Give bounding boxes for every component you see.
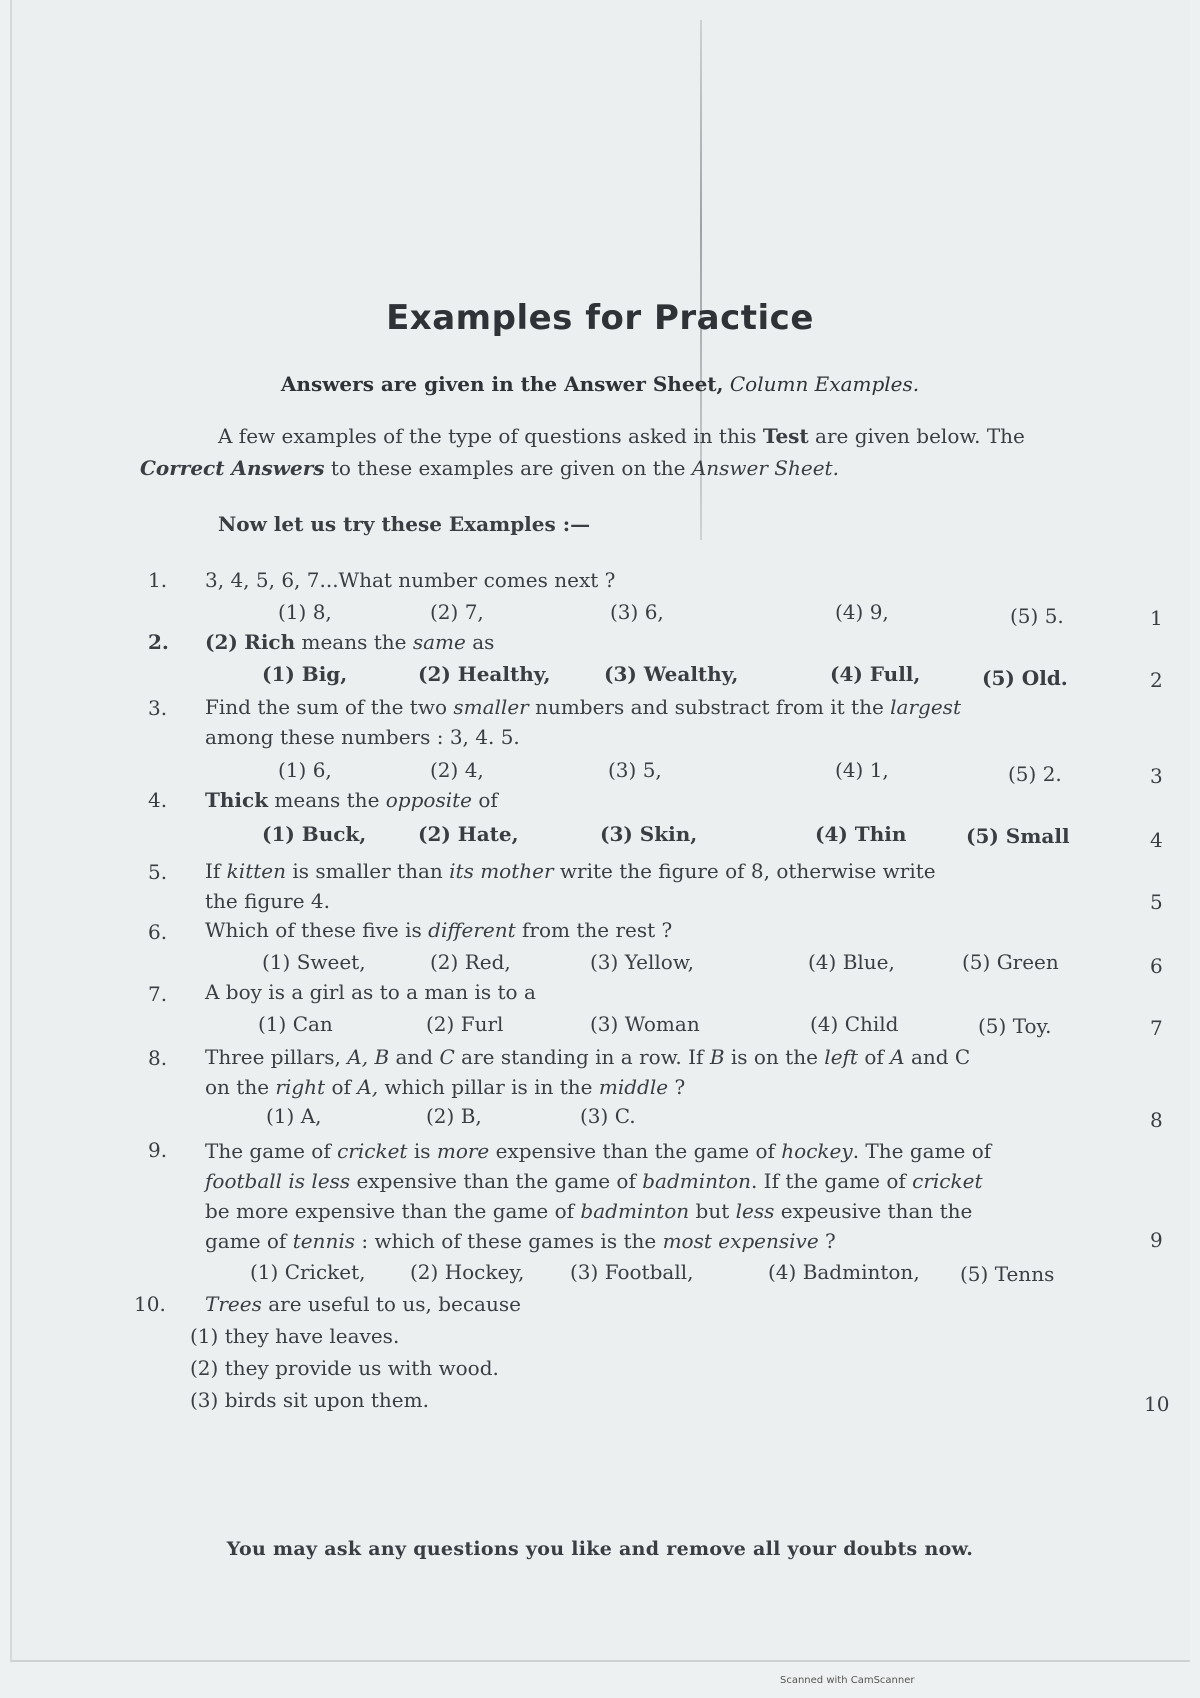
q8-line1-g: is on the xyxy=(730,1045,818,1069)
q8-line1-h: left xyxy=(824,1045,858,1069)
option: (2) 4, xyxy=(430,758,484,782)
question-mark-number: 8 xyxy=(1150,1108,1163,1132)
option: (3) 6, xyxy=(610,600,664,624)
option: (5) Green xyxy=(962,950,1059,974)
option: (2) 7, xyxy=(430,600,484,624)
question-number: 4. xyxy=(148,788,168,812)
q10-emphasis: Trees xyxy=(205,1292,262,1316)
question-text xyxy=(205,630,494,654)
question-text xyxy=(205,1042,970,1102)
question-number: 9. xyxy=(148,1138,168,1162)
q10-text: are useful to us, because xyxy=(268,1292,521,1316)
intro-answer-sheet: Answer Sheet. xyxy=(691,456,839,480)
option: (5) 2. xyxy=(1008,762,1062,786)
option: (1) Buck, xyxy=(262,822,367,846)
q5-line1-b: kitten xyxy=(226,859,286,883)
q9-line3-b: badminton xyxy=(580,1199,690,1223)
option: (3) Football, xyxy=(570,1260,694,1284)
question-mark-number: 2 xyxy=(1150,668,1163,692)
q8-line2-b: right xyxy=(275,1075,326,1099)
q2-emphasis: same xyxy=(412,630,466,654)
question-mark-number: 4 xyxy=(1150,828,1163,852)
question-mark-number: 1 xyxy=(1150,606,1163,630)
question-text xyxy=(205,1292,521,1316)
question-text: 3, 4, 5, 6, 7...What number comes next ? xyxy=(205,568,616,592)
question-text xyxy=(205,918,672,942)
q9-line3-c: but xyxy=(695,1199,730,1223)
footer-note: You may ask any questions you like and remove all your doubts now. xyxy=(226,1538,974,1560)
q8-line1-i: of xyxy=(864,1045,884,1069)
q8-line2-d: A, xyxy=(357,1075,379,1099)
option: (1) Big, xyxy=(262,662,348,686)
q8-line1-j: A xyxy=(890,1045,905,1069)
question-text xyxy=(205,788,498,812)
question-number: 6. xyxy=(148,920,168,944)
q9-line3-a: be more expensive than the game of xyxy=(205,1199,575,1223)
option: (5) Small xyxy=(966,824,1070,848)
q9-line2-d: . If the game of xyxy=(750,1169,906,1193)
q5-line1-a: If xyxy=(205,859,221,883)
q8-line1-b: A, B xyxy=(347,1045,390,1069)
option: (2) Healthy, xyxy=(418,662,551,686)
q8-line2-g: ? xyxy=(674,1075,686,1099)
q9-line4-d: most expensive xyxy=(662,1229,819,1253)
intro-part3: to these examples are given on the xyxy=(330,456,686,480)
option: (4) Blue, xyxy=(808,950,895,974)
option: (4) 1, xyxy=(835,758,889,782)
sub-option: (1) they have leaves. xyxy=(190,1324,400,1348)
sub-option: (2) they provide us with wood. xyxy=(190,1356,499,1380)
q9-line2-e: cricket xyxy=(912,1169,983,1193)
question-text xyxy=(205,856,1065,916)
question-number: 3. xyxy=(148,696,168,720)
question-number: 2. xyxy=(148,630,169,654)
q9-line1-b: cricket xyxy=(337,1139,408,1163)
subtitle xyxy=(0,372,1200,396)
q9-line4-e: ? xyxy=(825,1229,836,1253)
question-mark-number: 7 xyxy=(1150,1016,1163,1040)
option: (2) Hockey, xyxy=(410,1260,525,1284)
q5-line2: the figure 4. xyxy=(205,889,330,913)
intro-test-word: Test xyxy=(762,424,809,448)
q9-line1-a: The game of xyxy=(205,1139,331,1163)
q6-emphasis: different xyxy=(428,918,516,942)
subtitle-italic: Column Examples. xyxy=(729,372,920,396)
q6-text: Which of these five is xyxy=(205,918,422,942)
q8-line1-c: and xyxy=(395,1045,434,1069)
option: (1) 6, xyxy=(278,758,332,782)
option: (3) Woman xyxy=(590,1012,700,1036)
q9-line3-d: less xyxy=(735,1199,775,1223)
option: (4) 9, xyxy=(835,600,889,624)
option: (4) Thin xyxy=(815,822,907,846)
q8-line1-d: C xyxy=(439,1045,455,1069)
question-mark-number: 3 xyxy=(1150,764,1163,788)
question-text: A boy is a girl as to a man is to a xyxy=(205,980,536,1004)
option: (5) 5. xyxy=(1010,604,1064,628)
q2-text: means the xyxy=(301,630,407,654)
question-text xyxy=(205,1136,991,1256)
q8-line2-f: middle xyxy=(598,1075,669,1099)
option: (3) Yellow, xyxy=(590,950,694,974)
q8-line2-c: of xyxy=(331,1075,351,1099)
question-mark-number: 10 xyxy=(1144,1392,1170,1416)
q3-line1-a: Find the sum of the two xyxy=(205,695,448,719)
q9-line1-g: . The game of xyxy=(852,1139,992,1163)
option: (1) A, xyxy=(266,1104,322,1128)
option: (1) Cricket, xyxy=(250,1260,366,1284)
q9-line1-f: hockey xyxy=(781,1139,853,1163)
q8-line1-f: B xyxy=(709,1045,725,1069)
intro-paragraph xyxy=(140,420,1190,484)
q5-line1-d: its mother xyxy=(449,859,554,883)
q2-text-end: as xyxy=(472,630,495,654)
option: (3) C. xyxy=(580,1104,636,1128)
q3-line1-b: smaller xyxy=(453,695,529,719)
option: (4) Full, xyxy=(830,662,921,686)
q6-text-end: from the rest ? xyxy=(522,918,673,942)
q9-line2-b: expensive than the game of xyxy=(356,1169,636,1193)
q4-text: means the xyxy=(274,788,380,812)
option: (2) B, xyxy=(426,1104,482,1128)
q3-line1-d: largest xyxy=(890,695,961,719)
q9-line1-e: expensive than the game of xyxy=(495,1139,775,1163)
q8-line2-e: which pillar is in the xyxy=(384,1075,593,1099)
option: (4) Child xyxy=(810,1012,899,1036)
q3-line1-c: numbers and substract from it the xyxy=(535,695,884,719)
q9-line1-d: more xyxy=(436,1139,490,1163)
q9-line1-c: is xyxy=(413,1139,431,1163)
option: (3) 5, xyxy=(608,758,662,782)
question-number: 10. xyxy=(134,1292,166,1316)
q9-line2-c: badminton xyxy=(642,1169,751,1193)
q2-prefix: (2) xyxy=(205,630,238,654)
scanner-stamp: Scanned with CamScanner xyxy=(780,1675,915,1686)
question-text xyxy=(205,692,1065,752)
q8-line2-a: on the xyxy=(205,1075,270,1099)
q9-line4-c: : which of these games is the xyxy=(361,1229,657,1253)
q8-line1-a: Three pillars, xyxy=(205,1045,341,1069)
q2-keyword: Rich xyxy=(244,630,296,654)
q8-line1-k: and C xyxy=(910,1045,971,1069)
q9-line3-e: expeusive than the xyxy=(780,1199,973,1223)
q5-line1-c: is smaller than xyxy=(292,859,443,883)
option: (5) Old. xyxy=(982,666,1068,690)
intro-part2: are given below. The xyxy=(815,424,1025,448)
option: (2) Red, xyxy=(430,950,511,974)
question-number: 8. xyxy=(148,1046,168,1070)
q9-line4-b: tennis xyxy=(292,1229,355,1253)
intro-correct-answers: Correct Answers xyxy=(140,456,325,480)
option: (5) Tenns xyxy=(960,1262,1055,1286)
q4-text-end: of xyxy=(478,788,498,812)
question-mark-number: 6 xyxy=(1150,954,1163,978)
question-number: 5. xyxy=(148,860,168,884)
question-mark-number: 5 xyxy=(1150,890,1163,914)
q9-line4-a: game of xyxy=(205,1229,287,1253)
lead-text: Now let us try these Examples :— xyxy=(218,512,591,536)
q9-line2-a: football is less xyxy=(205,1169,351,1193)
q3-line2: among these numbers : 3, 4. 5. xyxy=(205,725,520,749)
option: (4) Badminton, xyxy=(768,1260,920,1284)
option: (1) 8, xyxy=(278,600,332,624)
q4-keyword: Thick xyxy=(205,788,269,812)
q5-line1-e: write the figure of 8, otherwise write xyxy=(559,859,936,883)
option: (3) Wealthy, xyxy=(604,662,739,686)
subtitle-bold: Answers are given in the Answer Sheet, xyxy=(280,372,724,396)
option: (2) Furl xyxy=(426,1012,504,1036)
intro-part1: A few examples of the type of questions asked in this xyxy=(218,424,757,448)
question-number: 1. xyxy=(148,568,168,592)
q4-emphasis: opposite xyxy=(385,788,472,812)
option: (3) Skin, xyxy=(600,822,698,846)
question-number: 7. xyxy=(148,982,168,1006)
sub-option: (3) birds sit upon them. xyxy=(190,1388,429,1412)
question-mark-number: 9 xyxy=(1150,1228,1163,1252)
option: (1) Sweet, xyxy=(262,950,366,974)
q8-line1-e: are standing in a row. If xyxy=(461,1045,704,1069)
option: (2) Hate, xyxy=(418,822,519,846)
page-title: Examples for Practice xyxy=(386,298,814,338)
option: (1) Can xyxy=(258,1012,333,1036)
option: (5) Toy. xyxy=(978,1014,1052,1038)
